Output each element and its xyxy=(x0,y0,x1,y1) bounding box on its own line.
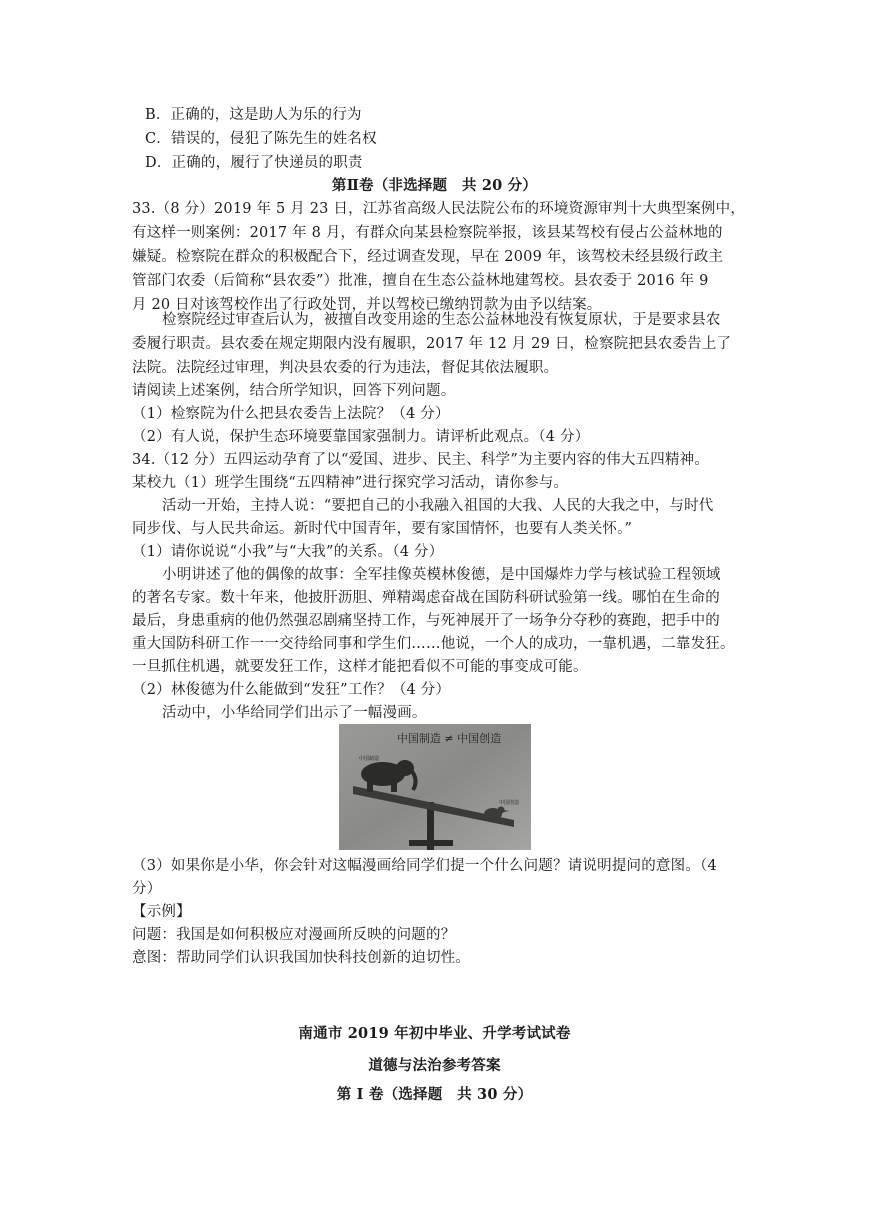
seesaw-base xyxy=(409,840,453,846)
q34-sub2: （2）林俊德为什么能做到“发狂”工作？（4 分） xyxy=(132,682,451,698)
q33-line: 管部门农委（后简称“县农委”）批准，擅自在生态公益林地建驾校。县农委于 2016 年 9 xyxy=(132,273,709,289)
cartoon-right-label: 中国创造 xyxy=(499,800,520,806)
q34-sub3-line: （3）如果你是小华，你会针对这幅漫画给同学们提一个什么问题？请说明提问的意图。（4 xyxy=(132,858,717,874)
example-head: 【示例】 xyxy=(132,904,191,920)
q34-intro-line: 34.（12 分）五四运动孕育了以“爱国、进步、民主、科学”为主要内容的伟大五四精神。 xyxy=(132,452,710,468)
q33-sub1: （1）检察院为什么把县农委告上法院？（4 分） xyxy=(132,406,450,422)
cartoon-left-label: 中国制造 xyxy=(359,756,380,762)
q33-para2-line: 委履行职责。县农委在规定期限内没有履职，2017 年 12 月 29 日，检察院把县农委告上了 xyxy=(132,336,732,352)
option-c: C．错误的，侵犯了陈先生的姓名权 xyxy=(145,131,377,147)
q33-prompt: 请阅读上述案例，结合所学知识，回答下列问题。 xyxy=(132,383,456,399)
answer-section1: 第 I 卷（选择题 共 30 分） xyxy=(336,1086,533,1103)
cartoon-image xyxy=(339,724,531,850)
q34-story-line: 的著名专家。数十年来，他披肝沥胆、殚精竭虑奋战在国防科研试验第一线。哪怕在生命的 xyxy=(132,590,720,606)
section2-title: 第Ⅱ卷（非选择题 共 20 分） xyxy=(331,177,538,194)
q34-intro-line: 某校九（1）班学生围绕“五四精神”进行探究学习活动，请你参与。 xyxy=(132,475,569,491)
example-intent: 意图：帮助同学们认识我国加快科技创新的迫切性。 xyxy=(132,950,471,966)
q34-activity-line: 同步伐、与人民共命运。新时代中国青年，要有家国情怀，也要有人类关怀。” xyxy=(132,521,633,537)
q33-line: 嫌疑。检察院在群众的积极配合下，经过调查发现，早在 2009 年，该驾校未经县级行政主 xyxy=(132,249,724,265)
q34-story-line: 一旦抓住机遇，就要发狂工作，这样才能把看似不可能的事变成可能。 xyxy=(132,659,588,675)
q34-cartoon-intro: 活动中，小华给同学们出示了一幅漫画。 xyxy=(162,705,427,721)
q34-sub3-line: 分） xyxy=(132,881,162,897)
q33-line: 有这样一则案例：2017 年 8 月，有群众向某县检察院举报，该县某驾校有侵占公益林地的 xyxy=(132,225,723,241)
option-b: B．正确的，这是助人为乐的行为 xyxy=(145,107,362,123)
q33-sub2: （2）有人说，保护生态环境要靠国家强制力。请评析此观点。（4 分） xyxy=(132,429,590,445)
q34-story-line: 小明讲述了他的偶像的故事：全军挂像英模林俊德，是中国爆炸力学与核试验工程领域 xyxy=(162,567,721,583)
q34-sub1: （1）请你说说“小我”与“大我”的关系。（4 分） xyxy=(132,544,444,560)
answer-title: 南通市 2019 年初中毕业、升学考试试卷 xyxy=(298,1025,571,1042)
option-d: D．正确的，履行了快递员的职责 xyxy=(145,155,363,171)
q34-story-line: 重大国防科研工作一一交待给同事和学生们……他说，一个人的成功，一靠机遇，二靠发狂。 xyxy=(132,636,735,652)
q33-line: 月 20 日对该驾校作出了行政处罚，并以驾校已缴纳罚款为由予以结案。 xyxy=(132,297,602,313)
cartoon-caption: 中国制造 ≠ 中国创造 xyxy=(396,732,502,745)
q33-para2-line: 法院。法院经过审理，判决县农委的行为违法，督促其依法履职。 xyxy=(132,360,559,376)
example-question: 问题：我国是如何积极应对漫画所反映的问题的？ xyxy=(132,927,456,943)
q33-line: 33.（8 分）2019 年 5 月 23 日，江苏省高级人民法院公布的环境资源审判十大典型案例中， xyxy=(132,201,746,217)
answer-subtitle: 道德与法治参考答案 xyxy=(368,1057,501,1074)
q34-story-line: 最后，身患重病的他仍然强忍剧痛坚持工作，与死神展开了一场争分夺秒的赛跑，把手中的 xyxy=(132,613,720,629)
q33-para2-line: 检察院经过审查后认为，被擅自改变用途的生态公益林地没有恢复原状，于是要求县农 xyxy=(162,312,721,328)
q34-activity-line: 活动一开始，主持人说：“要把自己的小我融入祖国的大我、人民的大我之中，与时代 xyxy=(162,498,714,514)
